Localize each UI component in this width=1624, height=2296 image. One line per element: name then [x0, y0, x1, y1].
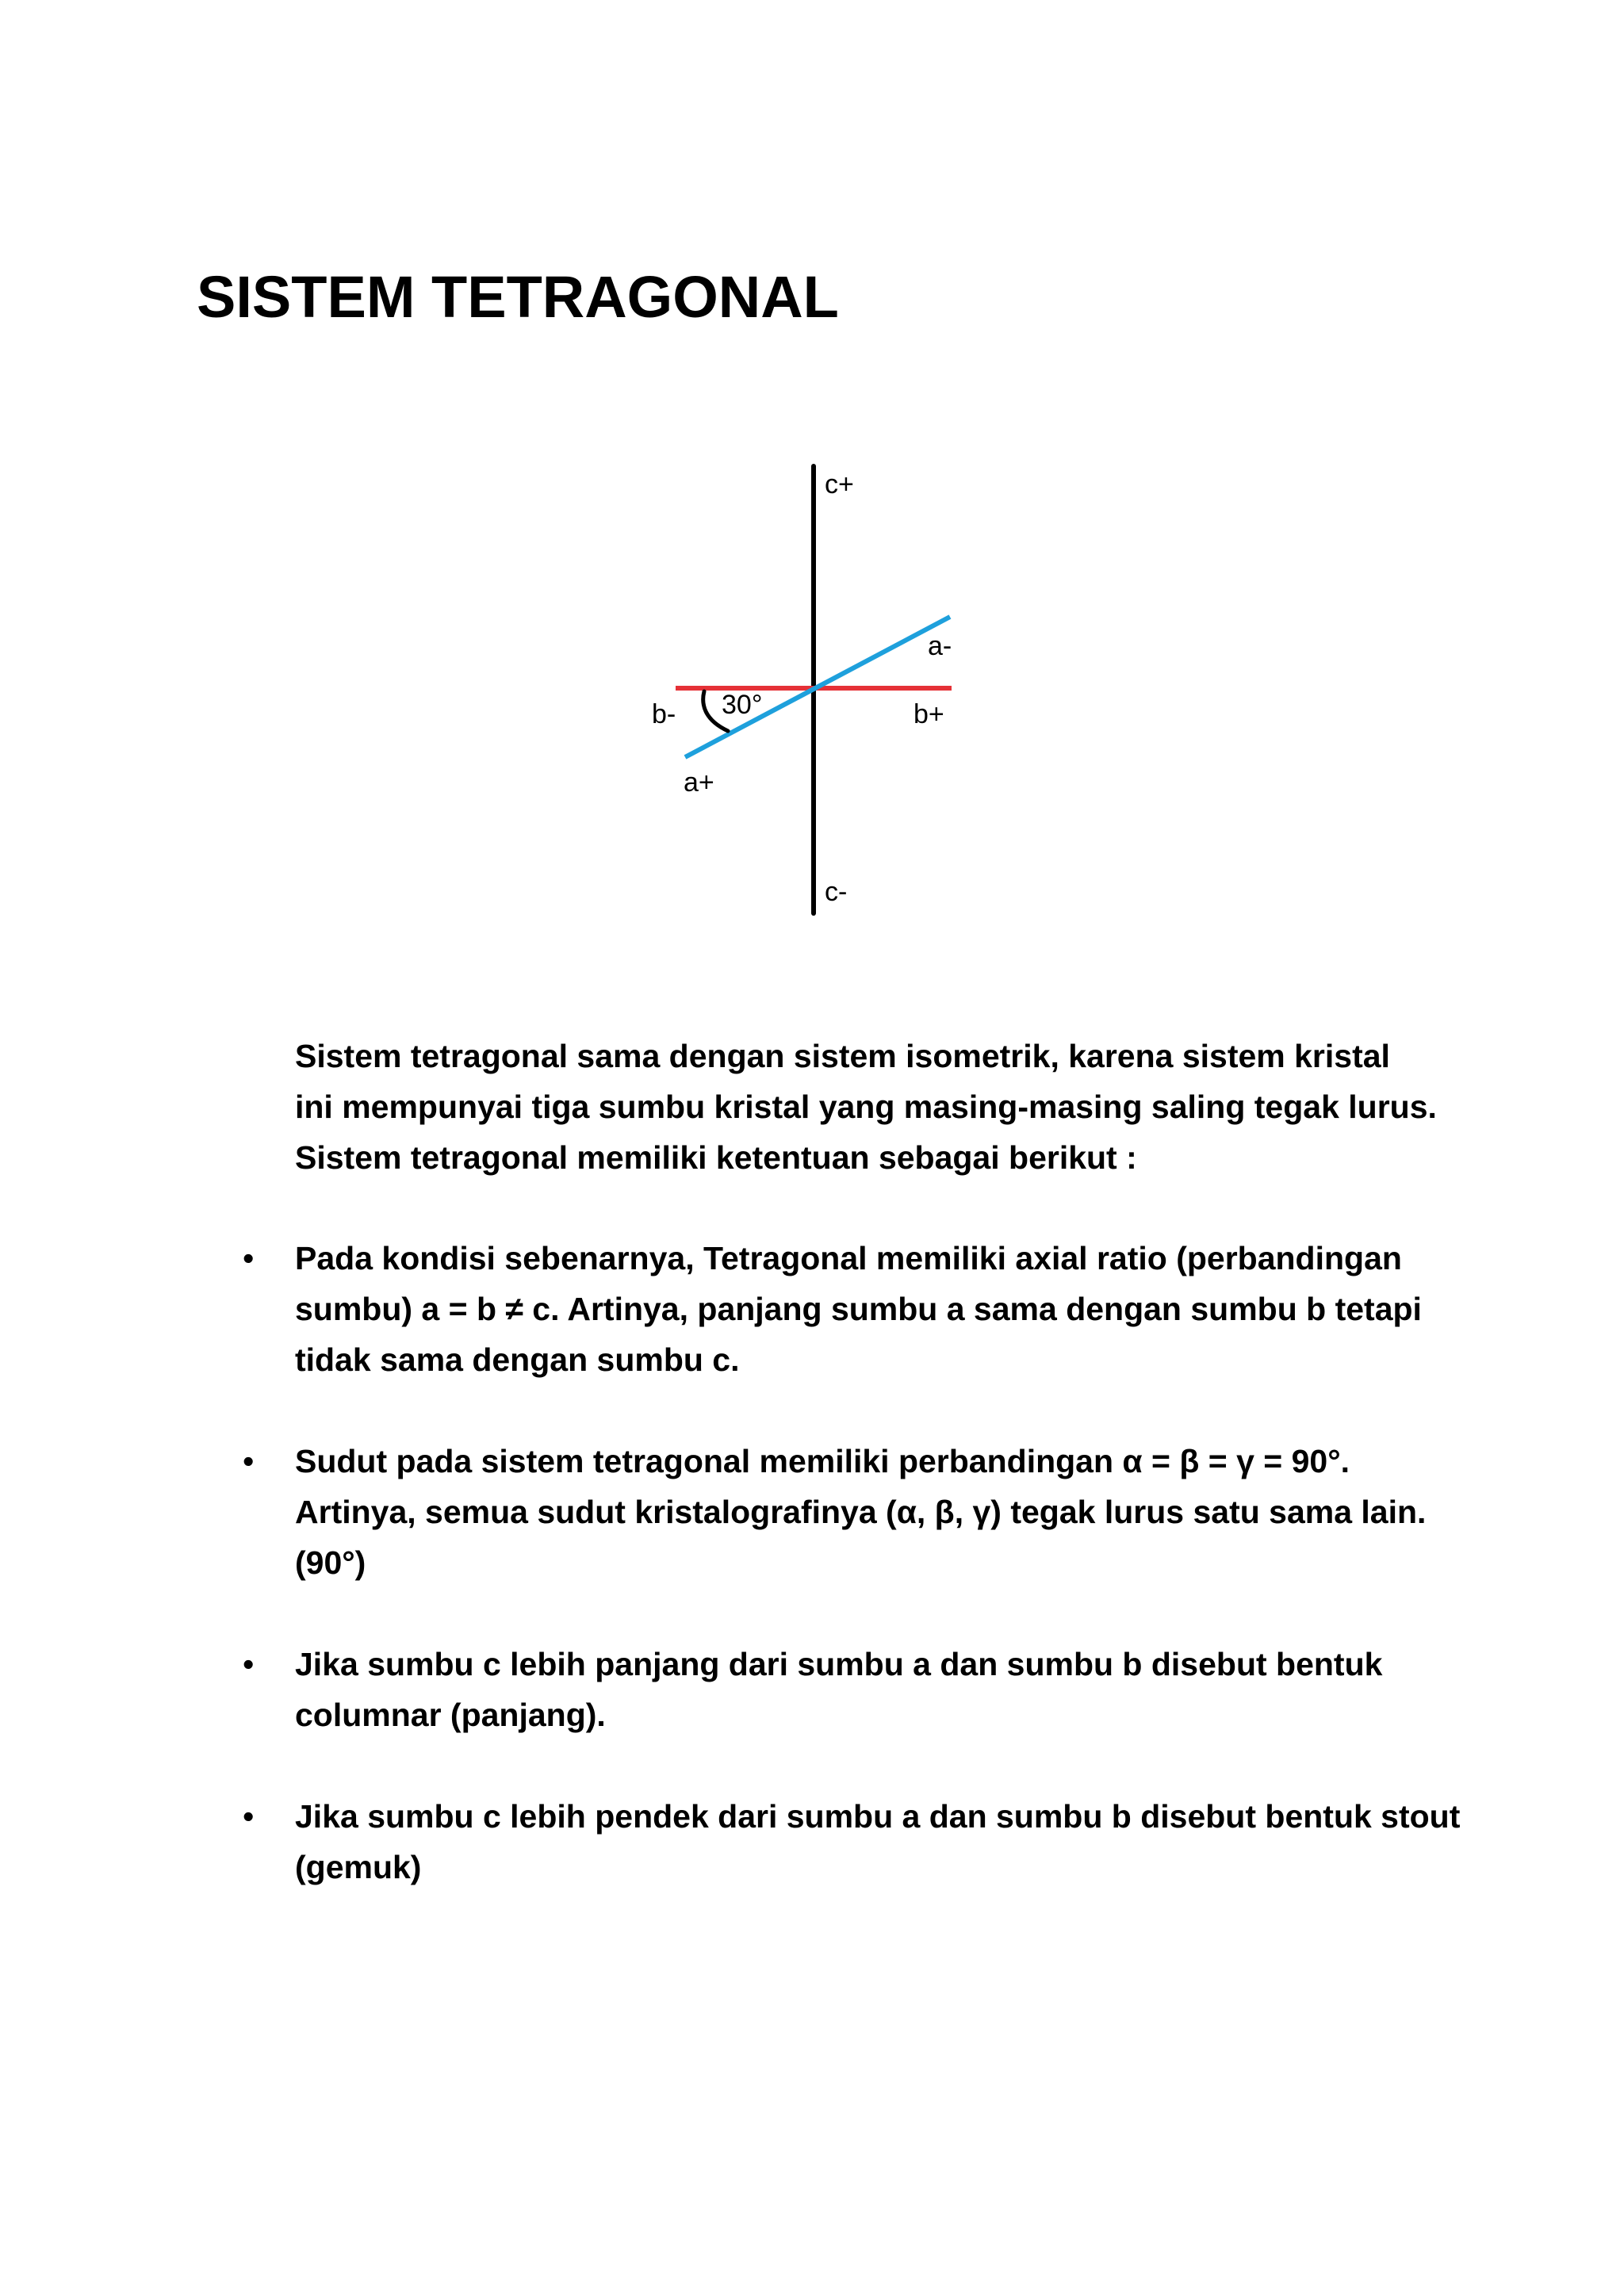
tetragonal-axes-diagram [634, 452, 999, 928]
b-plus-label: b+ [914, 699, 944, 729]
c-minus-label: c- [825, 877, 848, 907]
a-plus-label: a+ [684, 767, 714, 798]
intro-paragraph: Sistem tetragonal sama dengan sistem isometrik, karena sistem kristal ini mempunyai tiga sumbu kristal yang masing-masing saling tegak lurus. Sistem tetragonal memiliki ketentuan sebagai berikut : [295, 1038, 1437, 1176]
list-item-text: Sudut pada sistem tetragonal memiliki perbandingan α = β = γ = 90°. Artinya, semua sudut kristalografinya (α, β, γ) tegak lurus satu sama lain. (90°) [295, 1443, 1427, 1581]
c-plus-label: c+ [825, 469, 854, 499]
angle-label: 30° [722, 690, 763, 720]
list-item-text: Jika sumbu c lebih panjang dari sumbu a dan sumbu b disebut bentuk columnar (panjang). [295, 1646, 1383, 1733]
list-item-text: Pada kondisi sebenarnya, Tetragonal memiliki axial ratio (perbandingan sumbu) a = b ≠ c. Artinya, panjang sumbu a sama dengan sumbu b tetapi tidak sama dengan sumbu c. [295, 1240, 1422, 1378]
a-minus-label: a- [928, 631, 952, 661]
list-item [238, 1639, 1475, 1740]
b-minus-label: b- [652, 699, 676, 729]
bullet-icon: • [243, 1240, 255, 1276]
criteria-list [238, 1233, 1475, 1943]
bullet-icon: • [243, 1646, 255, 1682]
bullet-icon: • [243, 1798, 255, 1835]
page-title: SISTEM TETRAGONAL [197, 264, 839, 330]
list-item [238, 1791, 1475, 1892]
list-item-text: Jika sumbu c lebih pendek dari sumbu a dan sumbu b disebut bentuk stout (gemuk) [295, 1798, 1461, 1885]
list-item [238, 1233, 1475, 1385]
bullet-icon: • [243, 1443, 255, 1479]
list-item [238, 1436, 1475, 1588]
